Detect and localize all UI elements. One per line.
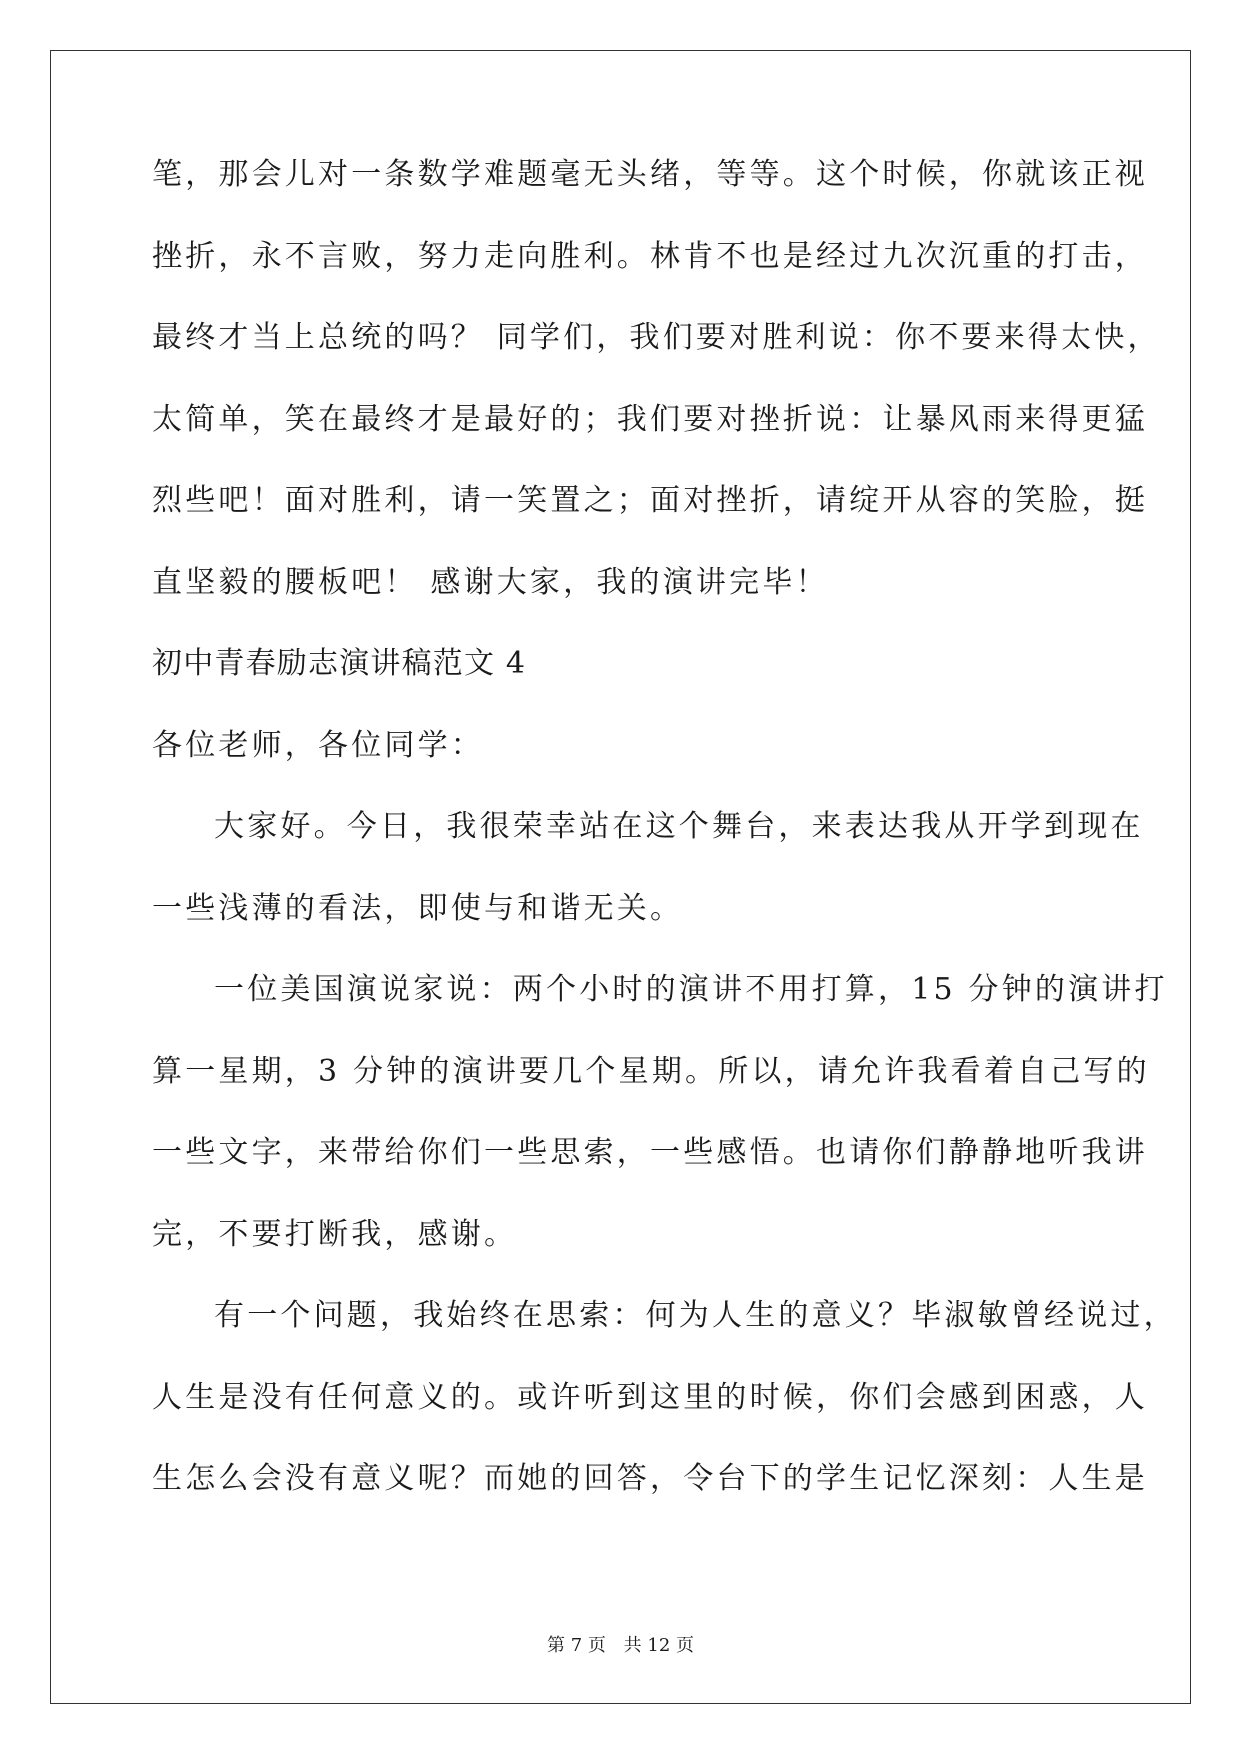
paragraph-start: 大家好。今日，我很荣幸站在这个舞台，来表达我从开学到现在 <box>214 809 1144 844</box>
paragraph-start: 一位美国演说家说：两个小时的演讲不用打算，15 分钟的演讲打 <box>214 972 1168 1007</box>
text-line: 最终才当上总统的吗？ 同学们，我们要对胜利说：你不要来得太快， <box>152 320 1161 355</box>
text-line: 烈些吧！面对胜利，请一笑置之；面对挫折，请绽开从容的笑脸，挺 <box>152 483 1148 518</box>
text-line: 笔，那会儿对一条数学难题毫无头绪，等等。这个时候，你就该正视 <box>152 157 1148 192</box>
text-line: 直坚毅的腰板吧！ 感谢大家，我的演讲完毕！ <box>152 564 829 600</box>
salutation: 各位老师，各位同学： <box>152 727 484 763</box>
page-footer <box>0 1637 1241 1655</box>
page-number: 第 7 页 <box>547 1635 606 1656</box>
section-heading: 初中青春励志演讲稿范文 4 <box>152 646 527 681</box>
document-body <box>152 157 1177 1546</box>
text-line: 人生是没有任何意义的。或许听到这里的时候，你们会感到困惑，人 <box>152 1379 1148 1415</box>
text-line: 生怎么会没有意义呢？而她的回答，令台下的学生记忆深刻：人生是 <box>152 1461 1148 1496</box>
paragraph-start: 有一个问题，我始终在思索：何为人生的意义？毕淑敏曾经说过， <box>214 1298 1177 1333</box>
text-line: 一些文字，来带给你们一些思索，一些感悟。也请你们静静地听我讲 <box>152 1135 1148 1170</box>
page-total: 共 12 页 <box>623 1635 694 1656</box>
text-line: 挫折，永不言败，努力走向胜利。林肯不也是经过九次沉重的打击， <box>152 238 1148 274</box>
text-line: 完，不要打断我，感谢。 <box>152 1216 518 1252</box>
text-line: 一些浅薄的看法，即使与和谐无关。 <box>152 890 684 926</box>
text-line: 太简单，笑在最终才是最好的；我们要对挫折说：让暴风雨来得更猛 <box>152 401 1148 437</box>
text-line: 算一星期，3 分钟的演讲要几个星期。所以，请允许我看着自己写的 <box>152 1053 1150 1089</box>
